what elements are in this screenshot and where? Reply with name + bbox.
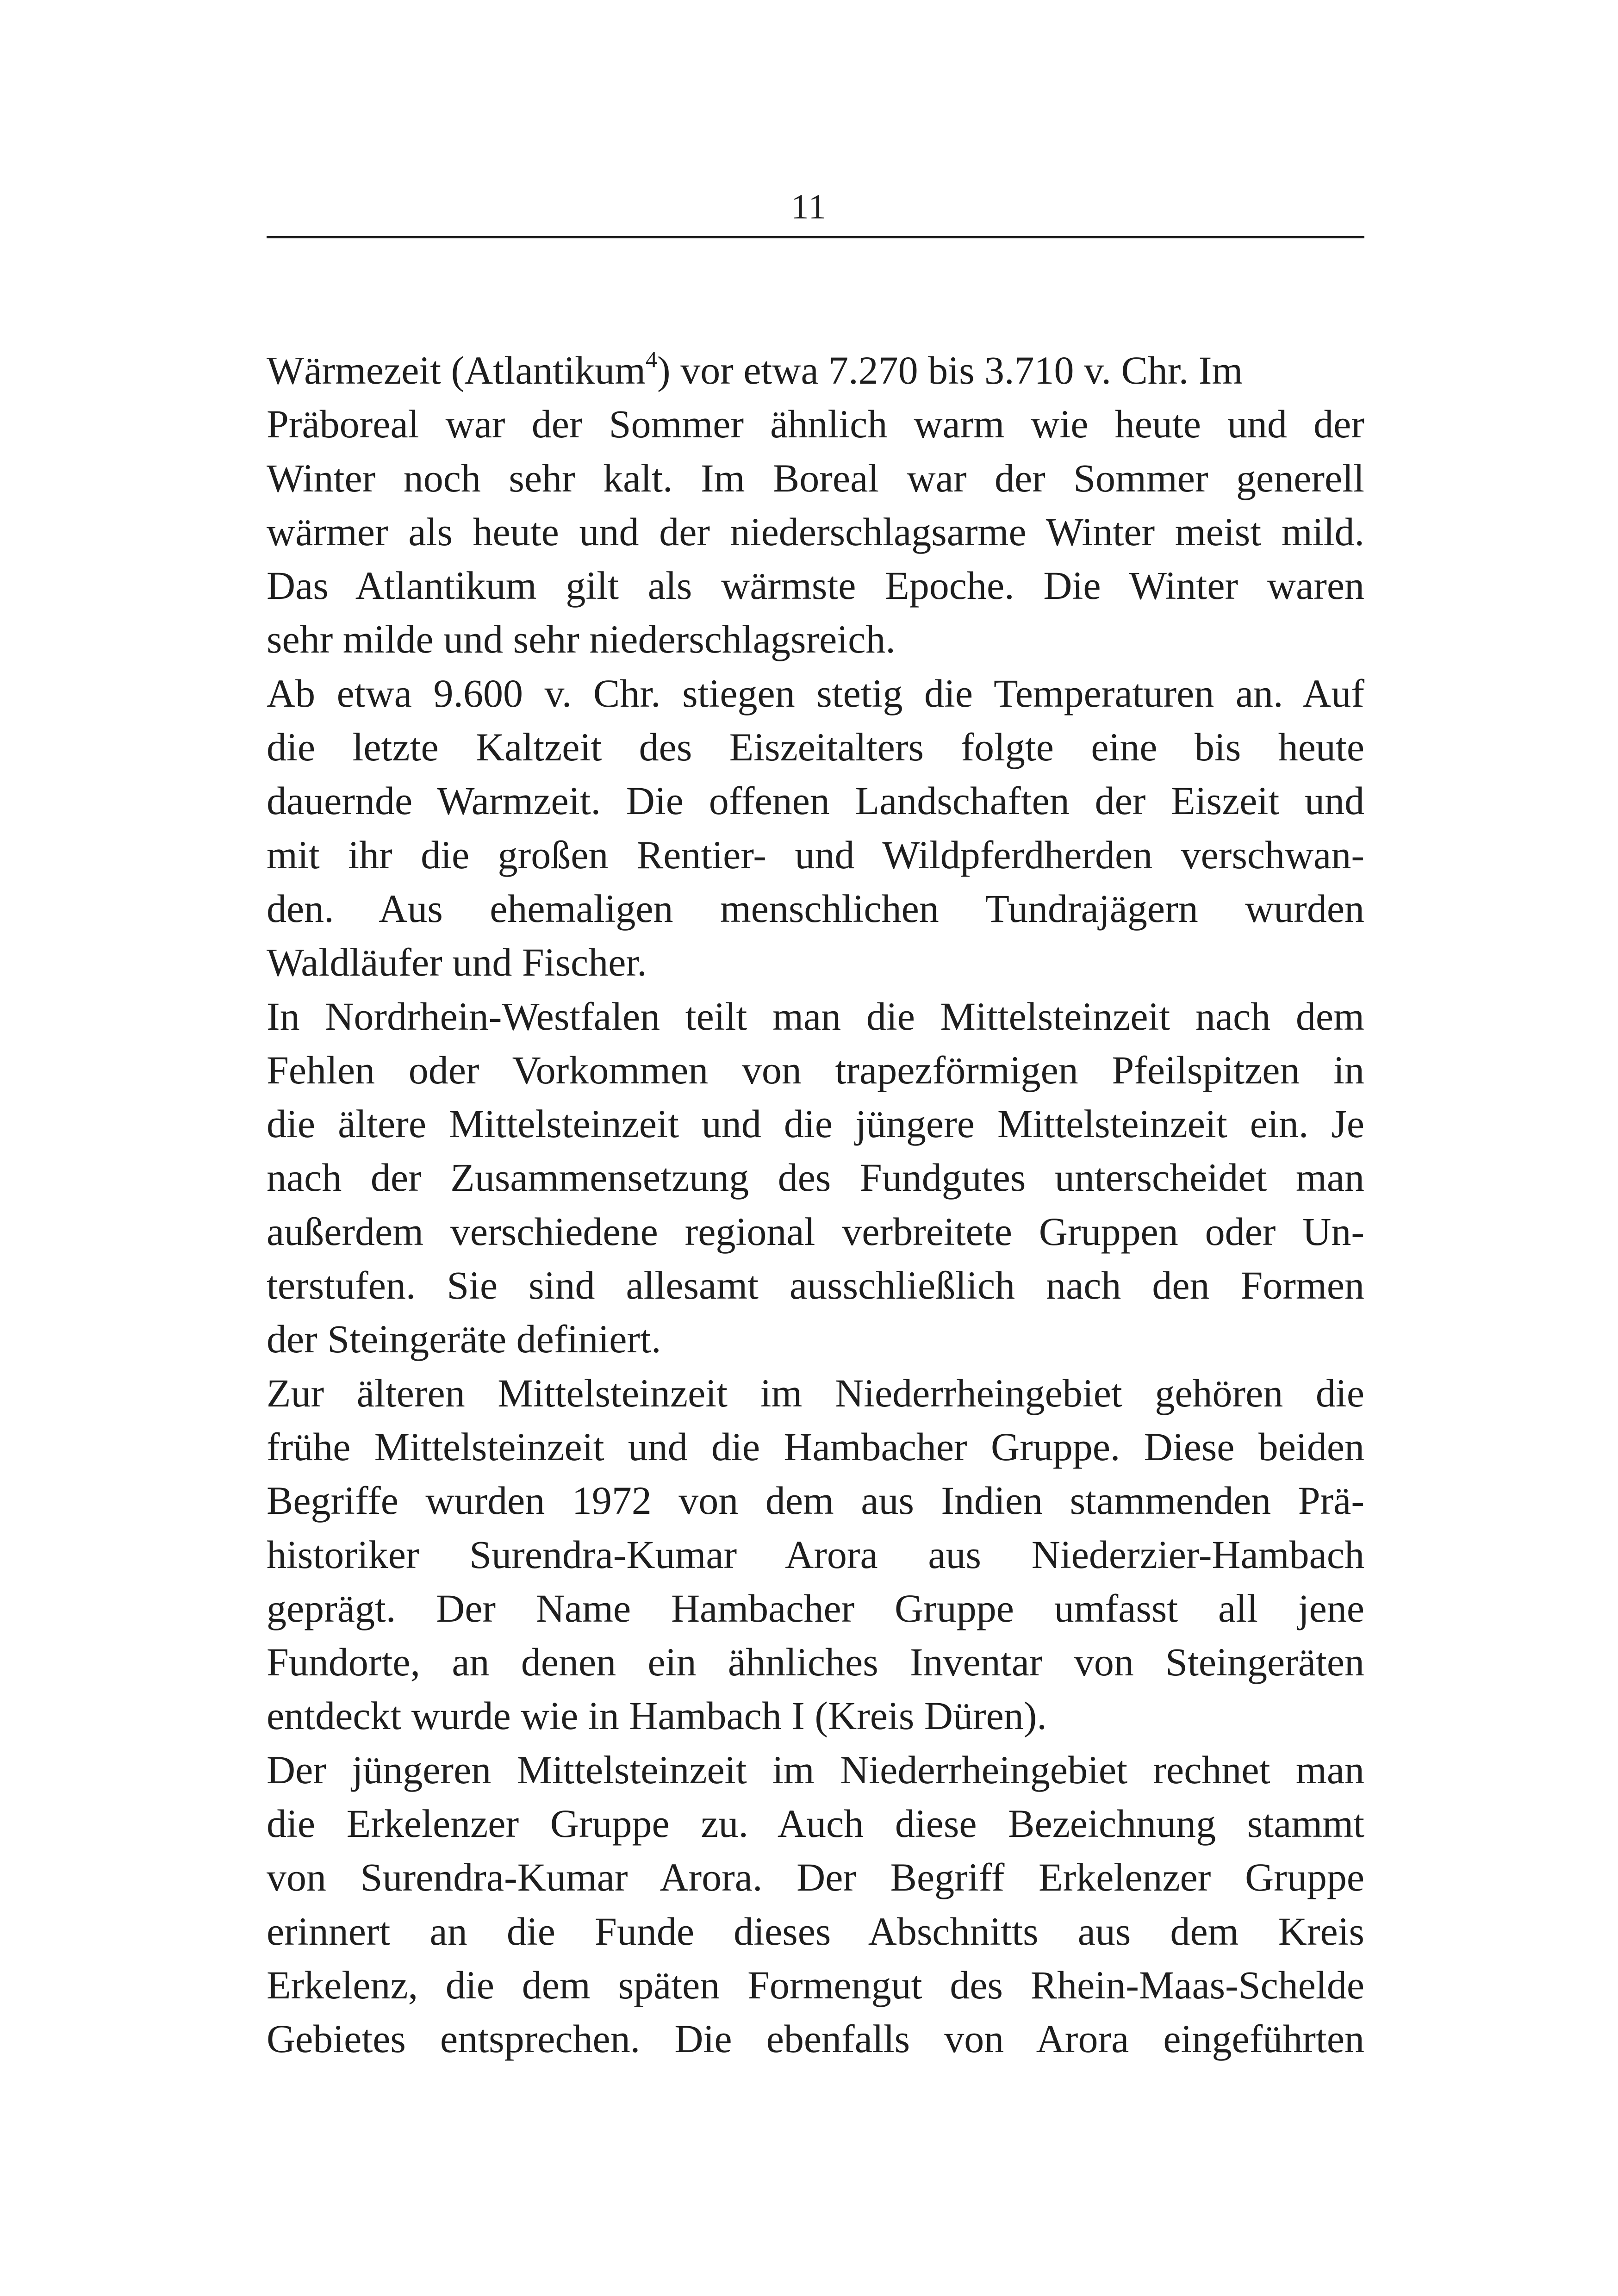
- text-line: die letzte Kaltzeit des Eiszeitalters folgte eine bis heute: [267, 725, 1364, 770]
- text-line: nach der Zusammensetzung des Fundgutes unterscheidet man: [267, 1155, 1364, 1200]
- text-line: mit ihr die großen Rentier- und Wildpferdherden verschwan-: [267, 832, 1364, 877]
- text-line: Erkelenz, die dem späten Formengut des Rhein-Maas-Schelde: [267, 1962, 1364, 2007]
- text-line: die Erkelenzer Gruppe zu. Auch diese Bezeichnung stammt: [267, 1801, 1364, 1846]
- text-line: erinnert an die Funde dieses Abschnitts aus dem Kreis: [267, 1909, 1364, 1954]
- text-line: Fundorte, an denen ein ähnliches Inventar von Steingeräten: [267, 1640, 1364, 1685]
- text-line: entdeckt wurde wie in Hambach I (Kreis Düren).: [267, 1693, 1047, 1738]
- text-line: Das Atlantikum gilt als wärmste Epoche. Die Winter waren: [267, 563, 1364, 608]
- text-line: Waldläufer und Fischer.: [267, 940, 647, 985]
- text-line: wärmer als heute und der niederschlagsarme Winter meist mild.: [267, 509, 1364, 554]
- text-line: die ältere Mittelsteinzeit und die jüngere Mittelsteinzeit ein. Je: [267, 1101, 1364, 1146]
- text-line: In Nordrhein-Westfalen teilt man die Mittelsteinzeit nach dem: [267, 994, 1364, 1039]
- text-segment: Wärmezeit (Atlantikum: [267, 348, 646, 392]
- text-line: historiker Surendra-Kumar Arora aus Niederzier-Hambach: [267, 1532, 1364, 1577]
- text-line: von Surendra-Kumar Arora. Der Begriff Erkelenzer Gruppe: [267, 1855, 1364, 1900]
- text-line: Fehlen oder Vorkommen von trapezförmigen Pfeilspitzen in: [267, 1047, 1364, 1092]
- text-line: frühe Mittelsteinzeit und die Hambacher Gruppe. Diese beiden: [267, 1424, 1364, 1469]
- text-line: sehr milde und sehr niederschlagsreich.: [267, 617, 896, 662]
- text-line: Präboreal war der Sommer ähnlich warm wie heute und der: [267, 402, 1364, 447]
- text-line: terstufen. Sie sind allesamt ausschließlich nach den Formen: [267, 1263, 1364, 1308]
- header-rule: [267, 236, 1364, 238]
- text-line: außerdem verschiedene regional verbreitete Gruppen oder Un-: [267, 1209, 1364, 1254]
- text-line: Der jüngeren Mittelsteinzeit im Niederrheingebiet rechnet man: [267, 1747, 1364, 1792]
- text-line: der Steingeräte definiert.: [267, 1317, 661, 1362]
- footnote-marker: 4: [646, 346, 658, 373]
- text-line: [267, 343, 1364, 397]
- text-line: Ab etwa 9.600 v. Chr. stiegen stetig die Temperaturen an. Auf: [267, 671, 1364, 716]
- text-line: geprägt. Der Name Hambacher Gruppe umfasst all jene: [267, 1586, 1364, 1630]
- text-segment: ) vor etwa 7.270 bis 3.710 v. Chr. Im: [657, 348, 1243, 392]
- body-text: [267, 343, 1364, 2066]
- text-line: Begriffe wurden 1972 von dem aus Indien stammenden Prä-: [267, 1478, 1364, 1523]
- text-line: dauernde Warmzeit. Die offenen Landschaften der Eiszeit und: [267, 778, 1364, 823]
- page-number: 11: [791, 187, 827, 226]
- text-line: Zur älteren Mittelsteinzeit im Niederrheingebiet gehören die: [267, 1370, 1364, 1415]
- text-line: Gebietes entsprechen. Die ebenfalls von Arora eingeführten: [267, 2016, 1364, 2061]
- text-line: den. Aus ehemaligen menschlichen Tundrajägern wurden: [267, 886, 1364, 931]
- text-line: Winter noch sehr kalt. Im Boreal war der Sommer generell: [267, 455, 1364, 500]
